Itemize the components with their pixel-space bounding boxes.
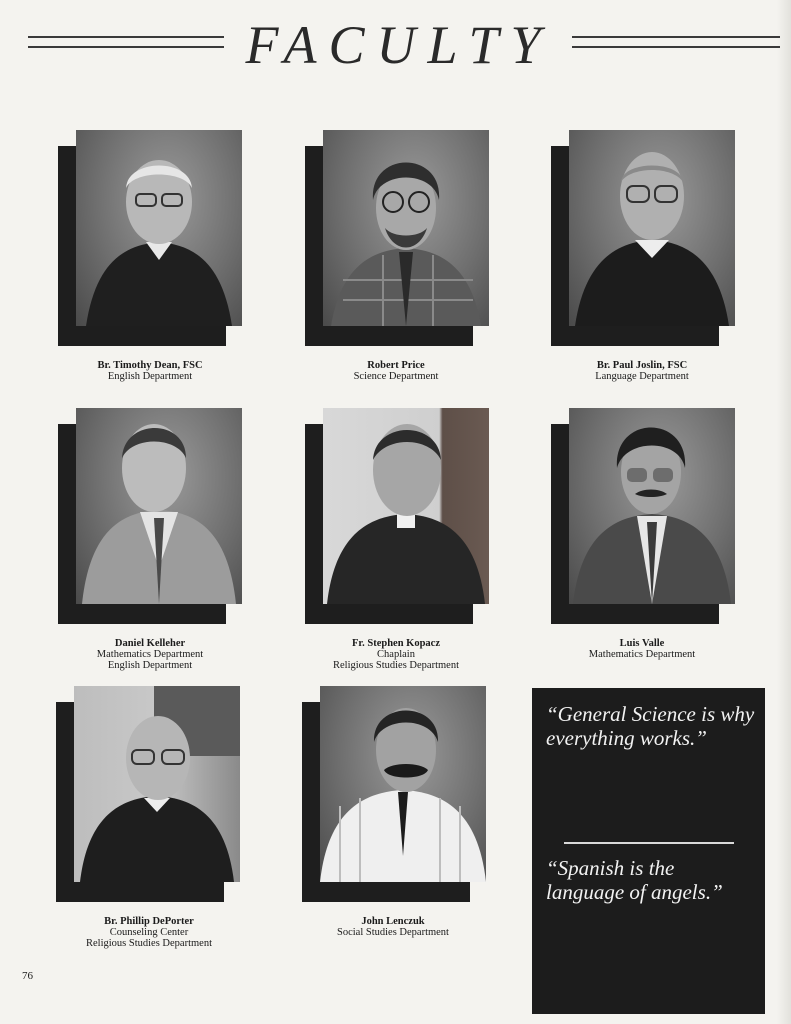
page-edge (777, 0, 791, 1024)
portrait-photo (76, 130, 242, 326)
faculty-department: English Department (107, 660, 193, 671)
faculty-name: Luis Valle (619, 638, 665, 649)
faculty-name: Daniel Kelleher (114, 638, 186, 649)
faculty-department: Religious Studies Department (86, 938, 212, 949)
portrait-photo (323, 408, 489, 604)
faculty-department: Language Department (595, 371, 689, 382)
faculty-department: Science Department (353, 371, 439, 382)
portrait-photo (569, 130, 735, 326)
faculty-name: Robert Price (367, 360, 425, 371)
faculty-name: Br. Paul Joslin, FSC (596, 360, 688, 371)
faculty-department: Mathematics Department (588, 649, 696, 660)
quote-spanish: “Spanish is the language of angels.” (546, 856, 723, 904)
faculty-department: Social Studies Department (337, 927, 449, 938)
faculty-role: Counseling Center (109, 927, 189, 938)
faculty-name: John Lenczuk (361, 916, 425, 927)
portrait-photo (74, 686, 240, 882)
portrait-photo (323, 130, 489, 326)
header-rule-right (572, 32, 780, 54)
portrait-photo (320, 686, 486, 882)
portrait-photo (76, 408, 242, 604)
quote-divider (564, 842, 734, 844)
header-rule-left (28, 32, 224, 54)
page-number: 76 (22, 970, 33, 982)
faculty-name: Br. Phillip DePorter (104, 916, 194, 927)
page-title: FACULTY (245, 15, 553, 75)
faculty-department: English Department (107, 371, 193, 382)
faculty-role: Chaplain (377, 649, 415, 660)
portrait-photo (569, 408, 735, 604)
faculty-name: Br. Timothy Dean, FSC (97, 360, 203, 371)
quote-panel (532, 688, 765, 1014)
faculty-department: Mathematics Department (96, 649, 204, 660)
quote-science: “General Science is why everything works.” (546, 702, 755, 750)
faculty-name: Fr. Stephen Kopacz (352, 638, 440, 649)
faculty-department: Religious Studies Department (333, 660, 459, 671)
